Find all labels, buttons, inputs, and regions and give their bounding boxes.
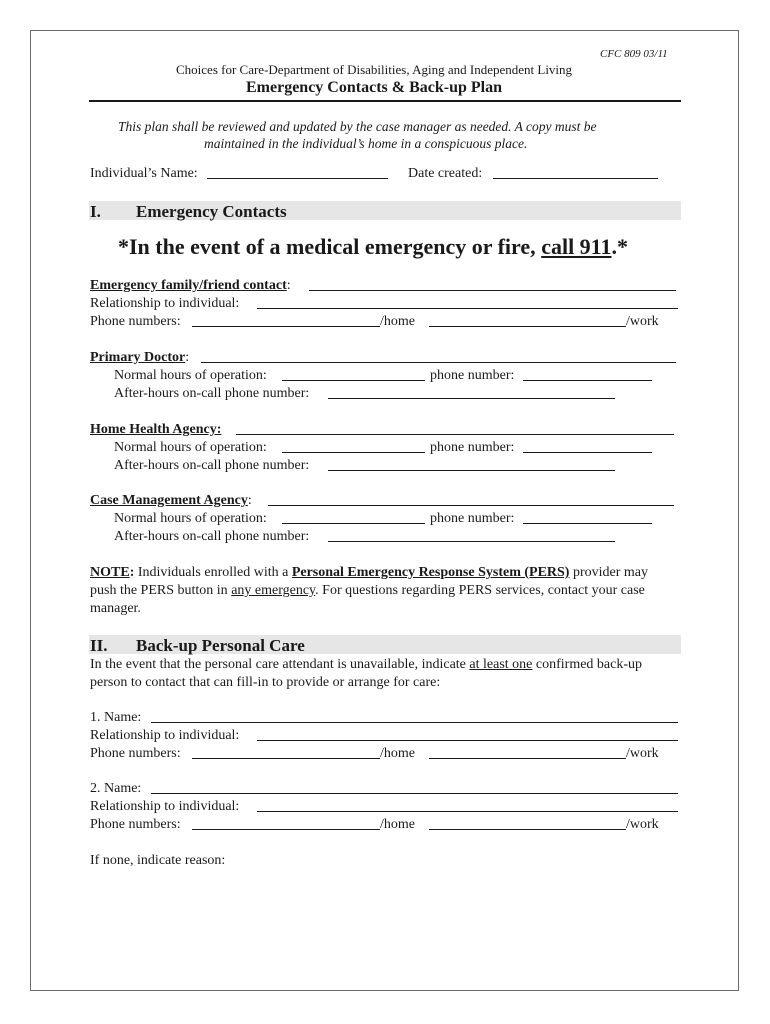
doctor-after-hours-label: After-hours on-call phone number:: [114, 386, 310, 401]
note-label: NOTE: [90, 565, 130, 580]
person2-relationship-label: Relationship to individual:: [90, 799, 240, 814]
case-mgmt-colon: :: [247, 493, 252, 508]
family-phone-label: Phone numbers:: [90, 314, 181, 329]
person1-relationship-field[interactable]: [257, 728, 678, 741]
family-contact-heading: [90, 278, 291, 294]
section-1-number: I.: [90, 202, 101, 221]
family-relationship-label: Relationship to individual:: [90, 296, 240, 311]
case-mgmt-after-hours-label: After-hours on-call phone number:: [114, 529, 310, 544]
date-created-field[interactable]: [493, 166, 658, 179]
case-mgmt-after-hours-field[interactable]: [328, 529, 615, 542]
home-health-heading: Home Health Agency:: [90, 422, 222, 437]
header-rule: [89, 100, 681, 102]
family-home-phone-field[interactable]: [192, 314, 380, 327]
form-code: CFC 809 03/11: [600, 48, 668, 60]
family-home-suffix: /home: [380, 314, 415, 329]
person1-relationship-label: Relationship to individual:: [90, 728, 240, 743]
home-health-hours-field[interactable]: [282, 440, 425, 453]
note-colon: :: [129, 565, 135, 580]
person1-home-phone-field[interactable]: [192, 746, 380, 759]
doctor-phone-field[interactable]: [523, 368, 652, 381]
intro-line-1: This plan shall be reviewed and updated by the case manager as needed. A copy must be: [118, 119, 597, 134]
individual-name-field[interactable]: [207, 166, 388, 179]
home-health-after-hours-label: After-hours on-call phone number:: [114, 458, 310, 473]
family-colon: :: [286, 278, 291, 293]
family-contact-field[interactable]: [309, 278, 676, 291]
person2-work-suffix: /work: [626, 817, 659, 832]
case-management-field[interactable]: [268, 493, 674, 506]
pers-note: [90, 564, 675, 618]
home-health-phone-field[interactable]: [523, 440, 652, 453]
banner-text: *In the event of a medical emergency or fire,: [118, 234, 542, 259]
none-reason-label: If none, indicate reason:: [90, 853, 226, 868]
person2-work-phone-field[interactable]: [429, 817, 626, 830]
doctor-colon: :: [185, 350, 190, 365]
case-management-heading-text: Case Management Agency: [90, 493, 248, 508]
home-health-hours-label: Normal hours of operation:: [114, 440, 267, 455]
case-mgmt-hours-field[interactable]: [282, 511, 425, 524]
home-health-phone-label: phone number:: [430, 440, 515, 455]
case-mgmt-hours-label: Normal hours of operation:: [114, 511, 267, 526]
doctor-hours-label: Normal hours of operation:: [114, 368, 267, 383]
department-name: Choices for Care-Department of Disabilities, Aging and Independent Living: [176, 62, 573, 77]
call-911-text: call 911: [541, 234, 612, 259]
doctor-hours-field[interactable]: [282, 368, 425, 381]
section-2-number: II.: [90, 636, 108, 655]
home-health-field[interactable]: [236, 422, 674, 435]
person1-work-phone-field[interactable]: [429, 746, 626, 759]
primary-doctor-heading-text: Primary Doctor: [90, 350, 186, 365]
individual-name-label: Individual’s Name:: [90, 166, 198, 181]
case-management-heading: [90, 493, 252, 509]
case-mgmt-phone-label: phone number:: [430, 511, 515, 526]
family-contact-heading-text: Emergency family/friend contact: [90, 278, 287, 293]
backup-description: [90, 656, 675, 692]
doctor-phone-label: phone number:: [430, 368, 515, 383]
primary-doctor-field[interactable]: [201, 350, 676, 363]
section-2-title: Back-up Personal Care: [136, 636, 305, 655]
person1-work-suffix: /work: [626, 746, 659, 761]
person1-name-label: 1. Name:: [90, 710, 142, 725]
primary-doctor-heading: [90, 350, 189, 366]
banner-end: .*: [611, 234, 628, 259]
home-health-after-hours-field[interactable]: [328, 458, 615, 471]
note-text-1: Individuals enrolled with a: [134, 565, 292, 580]
note-text-2: provider may push the PERS button in: [90, 565, 648, 598]
intro-line-2: maintained in the individual’s home in a conspicuous place.: [204, 136, 528, 151]
pers-term: Personal Emergency Response System (PERS): [291, 565, 570, 580]
doctor-after-hours-field[interactable]: [328, 386, 615, 399]
person2-phone-label: Phone numbers:: [90, 817, 181, 832]
emergency-banner: [118, 234, 628, 260]
note-text-3: . For questions regarding PERS services, contact your case manager.: [90, 583, 645, 616]
person2-home-suffix: /home: [380, 817, 415, 832]
any-emergency-text: any emergency: [231, 583, 316, 598]
family-work-phone-field[interactable]: [429, 314, 626, 327]
person2-name-label: 2. Name:: [90, 781, 142, 796]
backup-desc-2: confirmed back-up person to contact that can fill-in to provide or arrange for care:: [90, 657, 643, 690]
case-mgmt-phone-field[interactable]: [523, 511, 652, 524]
person2-home-phone-field[interactable]: [192, 817, 380, 830]
person1-name-field[interactable]: [151, 710, 678, 723]
person1-home-suffix: /home: [380, 746, 415, 761]
person2-name-field[interactable]: [151, 781, 678, 794]
document-title: Emergency Contacts & Back-up Plan: [246, 79, 502, 96]
section-1-title: Emergency Contacts: [136, 202, 287, 221]
family-relationship-field[interactable]: [257, 296, 678, 309]
at-least-one-text: at least one: [469, 657, 533, 672]
person2-relationship-field[interactable]: [257, 799, 678, 812]
family-work-suffix: /work: [626, 314, 659, 329]
none-reason-field[interactable]: [90, 872, 680, 972]
backup-desc-1: In the event that the personal care attendant is unavailable, indicate: [90, 657, 470, 672]
date-created-label: Date created:: [408, 166, 483, 181]
person1-phone-label: Phone numbers:: [90, 746, 181, 761]
